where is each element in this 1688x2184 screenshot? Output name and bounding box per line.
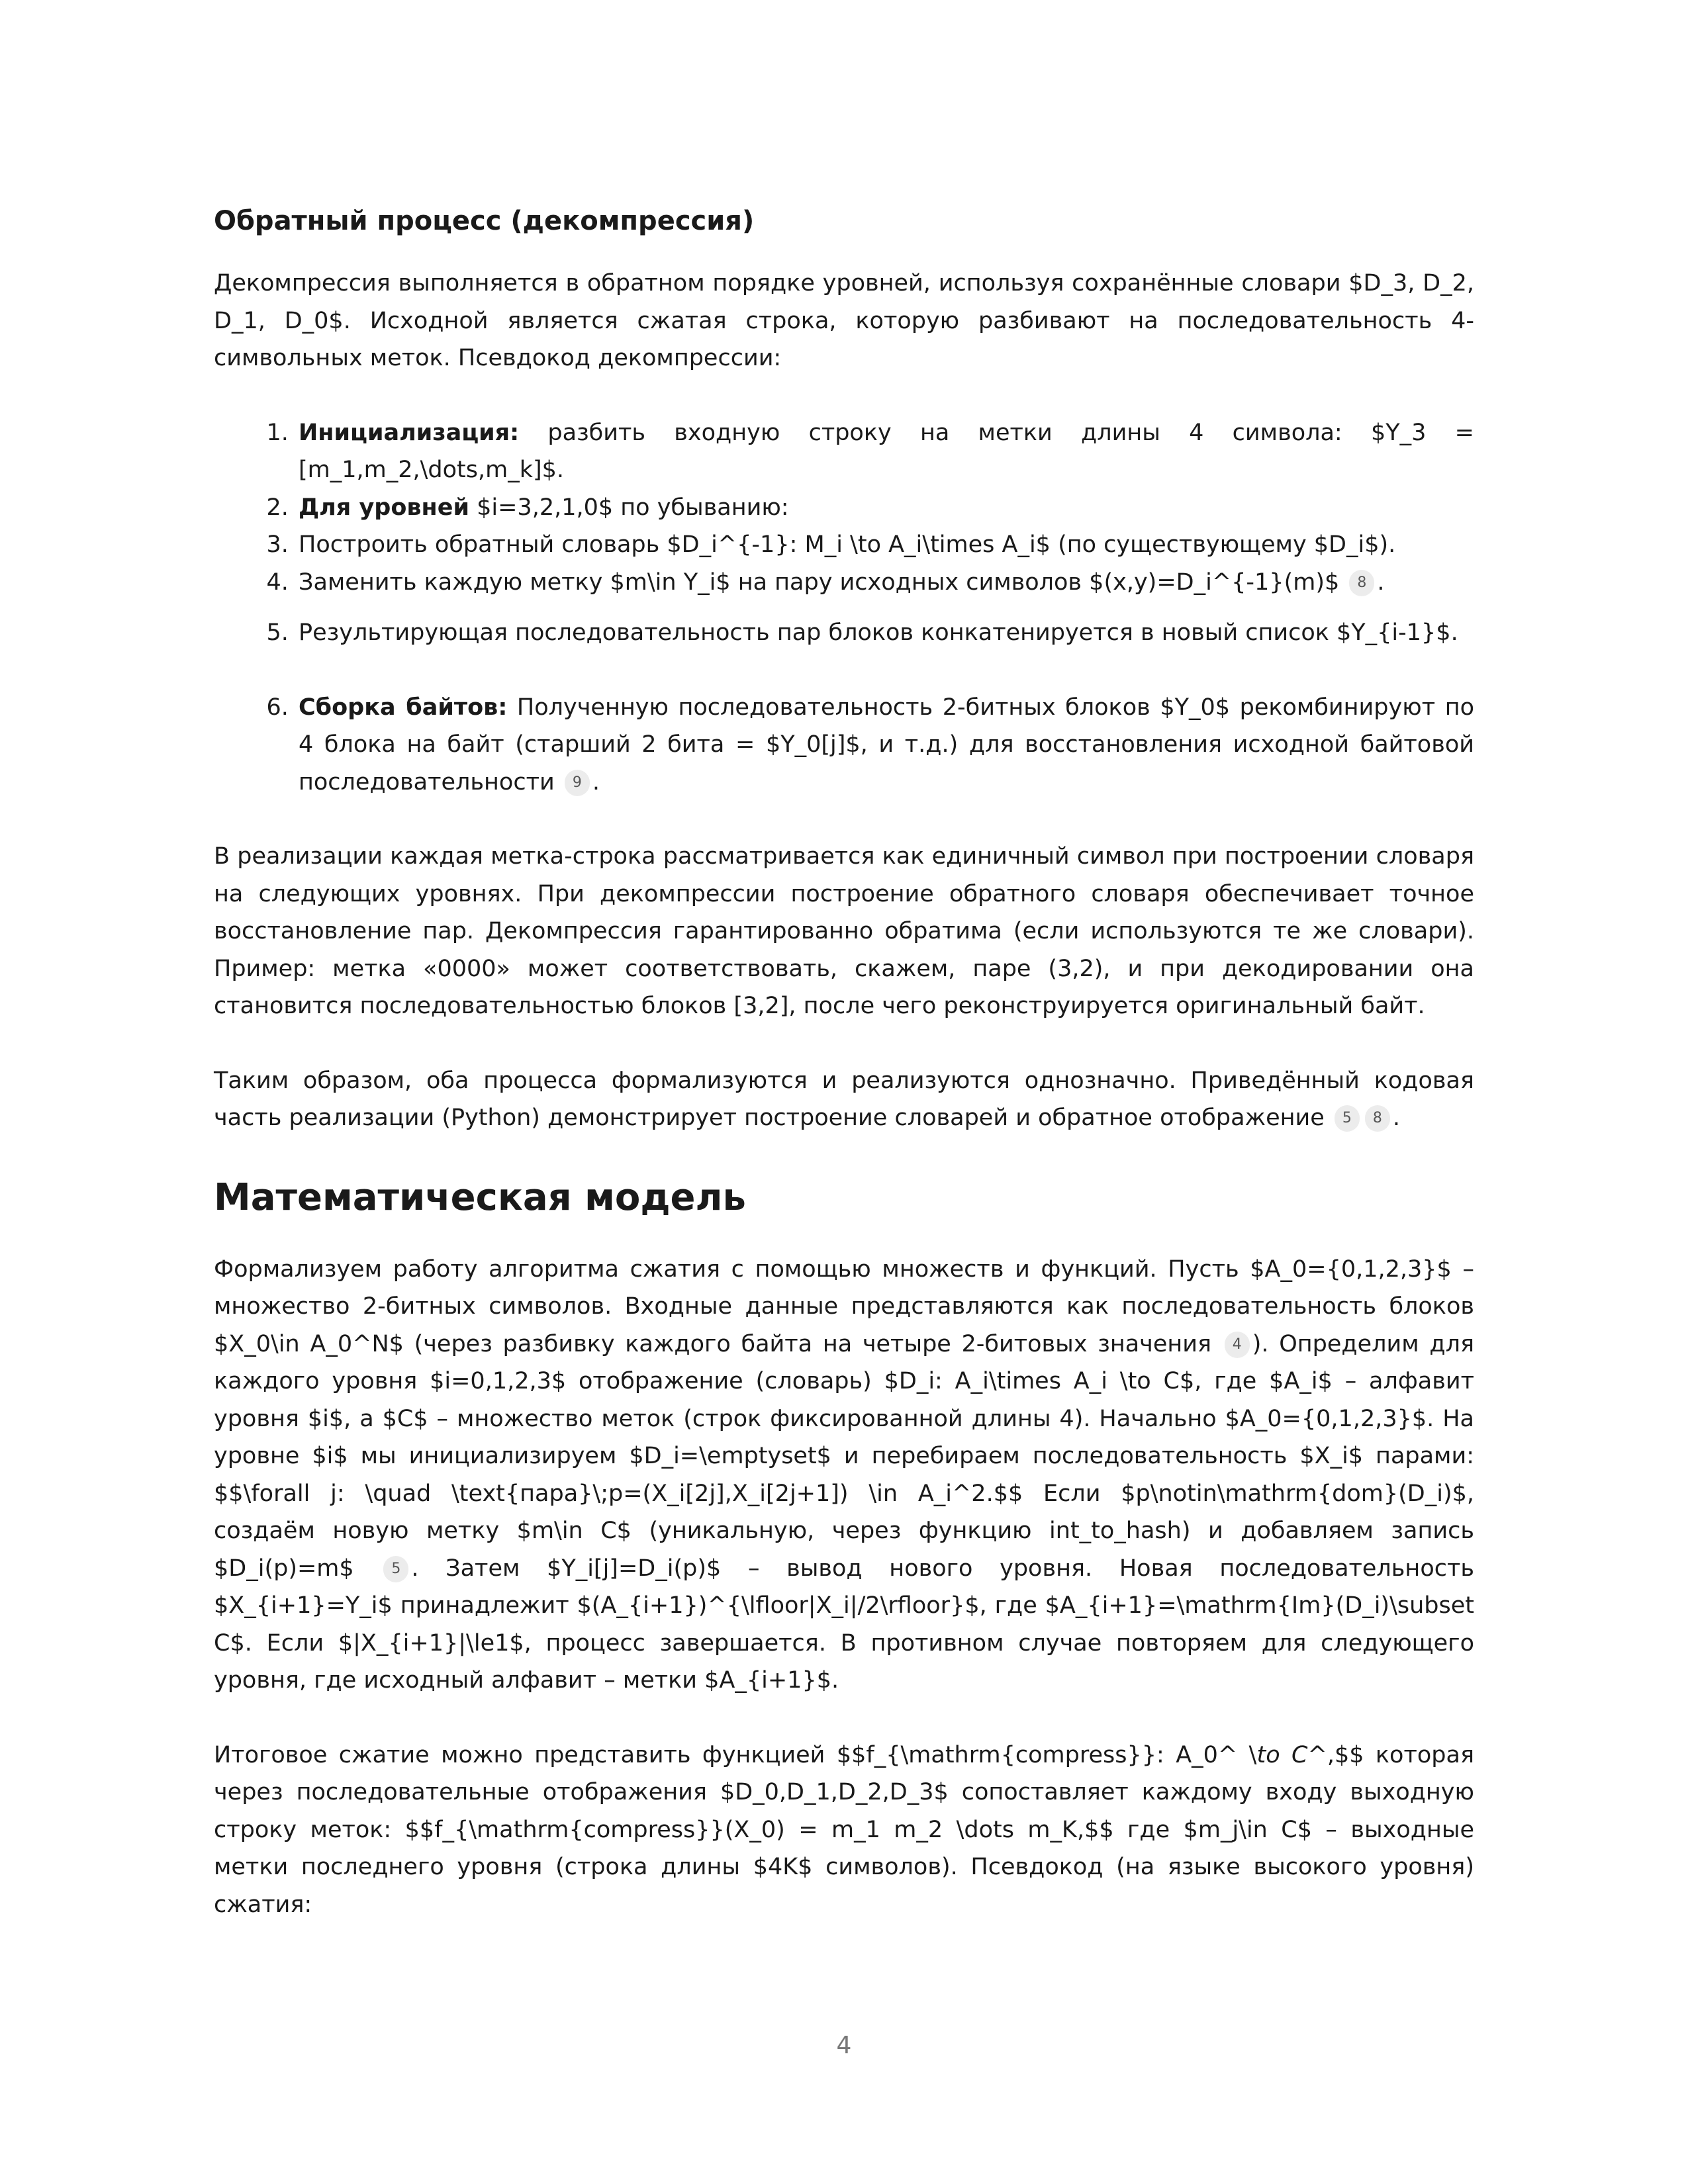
citation-badge[interactable]: 8 xyxy=(1349,570,1374,596)
list-item xyxy=(296,414,1474,489)
paragraph-decompression-details: В реализации каждая метка-строка рассматривается как единичный символ при построении словаря на следующих уровнях. При декомпрессии построение обратного словаря обеспечивает точное восстановление пар. Декомпрессия гарантированно обратима (если используются те же словари). Пример: метка «0000» может соответствовать, скажем, паре (3,2), и при декодировании она становится последовательностью блоков [3,2], после чего реконструируется оригинальный байт. xyxy=(214,843,1474,1019)
citation-badge[interactable]: 9 xyxy=(565,770,590,796)
citation-badge[interactable]: 5 xyxy=(1335,1105,1360,1132)
document-page xyxy=(214,192,1474,1960)
step-tail: . xyxy=(592,768,600,796)
list-item xyxy=(296,564,1474,602)
citation-badge[interactable]: 8 xyxy=(1365,1105,1390,1132)
step-text: $i=3,2,1,0$ по убыванию: xyxy=(469,494,789,521)
step-text: Результирующая последовательность пар блоков конкатенируется в новый список $Y_{i-1}$. xyxy=(299,619,1458,646)
paragraph-text: ). Определим для каждого уровня $i=0,1,2,3$ отображение (словарь) $D_i: A_i\times A_i \to C$, где $A_i$ – алфавит уровня $i$, а $C$ – множество меток (строк фиксированной длины 4). Начально $A_0={0,1,2,3}$. На уровне $i$ мы инициализируем $D_i=\emptyset$ и перебираем последовательность $X_i$ парами: $$\forall j: \quad \text{пара}\;p=(X_i[2j],X_i[2j+1]) \in A_i^2.$$ Если $p\notin\mathrm{dom}(D_i)$, создаём новую метку $m\in C$ (уникальную, через функцию int_to_hash) и добавляем запись $D_i(p)=m$ xyxy=(214,1330,1474,1582)
section-heading-math-model: Математическая модель xyxy=(214,1175,746,1219)
step-text: Полученную последовательность 2-битных блоков $Y_0$ рекомбинируют по 4 блока на байт (старший 2 бита = $Y_0[j]$, и т.д.) для восстановления исходной байтовой последовательности xyxy=(299,694,1474,796)
citation-badge[interactable]: 4 xyxy=(1225,1332,1250,1358)
paragraph-compress-function xyxy=(214,1737,1474,1924)
list-item xyxy=(296,614,1474,652)
decompression-steps-list xyxy=(214,414,1474,801)
paragraph-text: Таким образом, оба процесса формализуются и реализуются однозначно. Приведённый кодовая часть реализации (Python) демонстрирует построение словарей и обратное отображение xyxy=(214,1067,1474,1131)
step-text: разбить входную строку на метки длины 4 символа: $Y_3 = [m_1,m_2,\dots,m_k]$. xyxy=(299,419,1474,483)
italic-fragment: to C xyxy=(1256,1741,1308,1768)
step-tail: . xyxy=(1377,569,1385,596)
list-item xyxy=(296,689,1474,801)
step-label: Для уровней xyxy=(299,494,469,521)
page-number: 4 xyxy=(836,2032,852,2059)
citation-badge[interactable]: 5 xyxy=(383,1556,408,1582)
step-text: Построить обратный словарь $D_i^{-1}: M_i \to A_i\times A_i$ (по существующему $D_i$). xyxy=(299,531,1396,558)
paragraph-decompression-intro: Декомпрессия выполняется в обратном порядке уровней, используя сохранённые словари $D_3, D_2, D_1, D_0$. Исходной является сжатая строка, которую разбивают на последовательность 4-символьных меток. Псевдокод декомпрессии: xyxy=(214,270,1474,371)
step-label: Сборка байтов: xyxy=(299,694,508,721)
paragraph-decompression-summary xyxy=(214,1062,1474,1137)
paragraph-text: . Затем $Y_i[j]=D_i(p)$ – вывод нового уровня. Новая последовательность $X_{i+1}=Y_i$ принадлежит $(A_{i+1})^{\lfloor|X_i|/2\rfloor}$, где $A_{i+1}=\mathrm{Im}(D_i)\subset C$. Если $|X_{i+1}|\le1$, процесс завершается. В противном случае повторяем для следующего уровня, где исходный алфавит – метки $A_{i+1}$. xyxy=(214,1555,1474,1694)
list-item xyxy=(296,489,1474,527)
section-heading-decompression: Обратный процесс (декомпрессия) xyxy=(214,206,755,236)
paragraph-math-model xyxy=(214,1251,1474,1700)
step-label: Инициализация: xyxy=(299,419,520,446)
list-item xyxy=(296,526,1474,564)
paragraph-tail: . xyxy=(1392,1105,1401,1131)
paragraph-text: Итоговое сжатие можно представить функцией $$f_{\mathrm{compress}}: A_0^ \ xyxy=(214,1741,1257,1768)
paragraph-text: Формализуем работу алгоритма сжатия с помощью множеств и функций. Пусть $A_0={0,1,2,3}$ – множество 2-битных символов. Входные данные представляются как последовательность блоков $X_0\in A_0^N$ (через разбивку каждого байта на четыре 2-битовых значения xyxy=(214,1255,1474,1357)
step-text: Заменить каждую метку $m\in Y_i$ на пару исходных символов $(x,y)=D_i^{-1}(m)$ xyxy=(299,569,1340,596)
paragraph-text: ^,$$ которая через последовательные отображения $D_0,D_1,D_2,D_3$ сопоставляет каждому входу выходную строку меток: $$f_{\mathrm{compress}}(X_0) = m_1 m_2 \dots m_K,$$ где $m_j\in C$ – выходные метки последнего уровня (строка длины $4K$ символов). Псевдокод (на языке высокого уровня) сжатия: xyxy=(214,1741,1474,1918)
